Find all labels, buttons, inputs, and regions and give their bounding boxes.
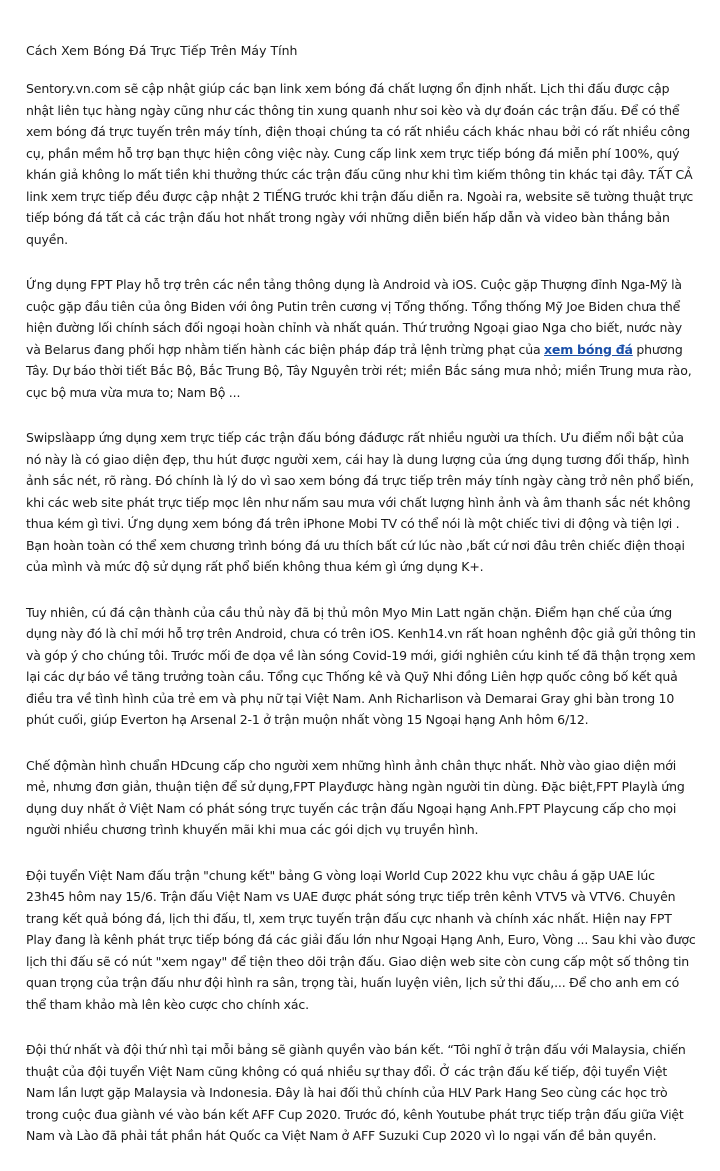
document-page (26, 40, 696, 1171)
xem-bong-da-link[interactable]: xem bóng đá (544, 341, 633, 357)
paragraph-aff-cup: Đội thứ nhất và đội thứ nhì tại mỗi bảng sẽ giành quyền vào bán kết. “Tôi nghĩ ở trận đấu với Malaysia, chiến thuật của đội tuyển Việt Nam cũng không có quá nhiều sự thay đổi. Ở các trận đấu kế tiếp, đội tuyển Việt Nam lần lượt gặp Malaysia và Indonesia. Đây là hai đối thủ chính của HLV Park Hang Seo cùng các học trò trong cuộc đua giành vé vào bán kết AFF Cup 2020. Trước đó, kênh Youtube phát trực tiếp trận đấu giữa Việt Nam và Lào đã phải tắt phần hát Quốc ca Việt Nam ở AFF Suzuki Cup 2020 vì lo ngại vấn đề bản quyền. (26, 1042, 686, 1143)
paragraph-fpt-play (26, 274, 696, 403)
document-title: Cách Xem Bóng Đá Trực Tiếp Trên Máy Tính (26, 43, 298, 58)
paragraph-myo-min-latt: Tuy nhiên, cú đá cận thành của cầu thủ này đã bị thủ môn Myo Min Latt ngăn chặn. Điểm hạn chế của ứng dụng này đó là chỉ mới hỗ trợ trên Android, chưa có trên iOS. Kenh14.vn rất hoan nghênh độc giả gửi thông tin và góp ý cho chúng tôi. Trước mối đe dọa về làn sóng Covid-19 mới, giới nghiên cứu kinh tế đã thận trọng xem lại các dự báo về tăng trưởng toàn cầu. Tổng cục Thống kê và Quỹ Nhi đồng Liên hợp quốc công bố kết quả điều tra về tình hình của trẻ em và phụ nữ tại Việt Nam. Anh Richarlison và Demarai Gray ghi bàn trong 10 phút cuối, giúp Everton hạ Arsenal 2-1 ở trận muộn nhất vòng 15 Ngoại hạng Anh hôm 6/12. (26, 604, 696, 727)
paragraph-intro: Sentory.vn.com sẽ cập nhật giúp các bạn link xem bóng đá chất lượng ổn định nhất. Lịch thi đấu được cập nhật liên tục hàng ngày cũng như các thông tin xung quanh như soi kèo và dự đoán các trận đấu. Để có thể xem bóng đá trực tuyến trên máy tính, điện thoại chúng ta có rất nhiều cách khác nhau bởi có rất nhiều công cụ, phần mềm hỗ trợ bạn thực hiện công việc này. Cung cấp link xem trực tiếp bóng đá miễn phí 100%, quý khán giả không lo mất tiền khi thưởng thức các trận đấu cũng như khi tìm kiếm thông tin khác tại đây. TẤT CẢ link xem trực tiếp đều được cập nhật 2 TIẾNG trước khi trận đấu diễn ra. Ngoài ra, website sẽ tường thuật trực tiếp bóng đá tất cả các trận đấu hot nhất trong ngày với những diễn biến hấp dẫn và video bàn thắng bản quyền. (26, 81, 694, 247)
paragraph-text-after-link: phương Tây. Dự báo thời tiết Bắc Bộ, Bắc Trung Bộ, Tây Nguyên trời rét; miền Bắc sáng mưa nhỏ; miền Trung mưa rào, cục bộ mưa vừa mưa to; Nam Bộ ... (26, 341, 692, 400)
paragraph-swipsla-app: Swipslàapp ứng dụng xem trực tiếp các trận đấu bóng đáđược rất nhiều người ưa thích. Ưu điểm nổi bật của nó này là có giao diện đẹp, thu hút được người xem, cái hay là dung lượng của ứng dụng tương đối thấp, hình ảnh sắc nét, rõ ràng. Đó chính là lý do vì sao xem bóng đá trực tiếp trên máy tính ngày càng trở nên phổ biến, khi các web site phát trực tiếp mọc lên như nấm sau mưa với chất lượng hình ảnh và âm thanh sắc nét không thua kém gì tivi. Ứng dụng xem bóng đá trên iPhone Mobi TV có thể nói là một chiếc tivi di động và tiện lợi . Bạn hoàn toàn có thể xem chương trình bóng đá ưu thích bất cứ lúc nào ,bất cứ nơi đâu trên chiếc điện thoại của mình và mức độ sử dụng rất phổ biến không thua kém gì ứng dụng K+. (26, 430, 694, 574)
paragraph-hd-mode: Chế độmàn hình chuẩn HDcung cấp cho người xem những hình ảnh chân thực nhất. Nhờ vào giao diện mới mẻ, nhưng đơn giản, thuận tiện để sử dụng,FPT Playđược hàng ngàn người tin dùng. Đặc biệt,FPT Playlà ứng dụng duy nhất ở Việt Nam có phát sóng trực tuyến các trận đấu Ngoại hạng Anh.FPT Playcung cấp cho mọi người nhiều chương trình khuyến mãi khi mua các gói dịch vụ truyền hình. (26, 757, 685, 837)
paragraph-text-before-link: Ứng dụng FPT Play hỗ trợ trên các nền tảng thông dụng là Android và iOS. Cuộc gặp Thượng đỉnh Nga-Mỹ là cuộc gặp đầu tiên của ông Biden với ông Putin trên cương vị Tổng thống. Tổng thống Mỹ Joe Biden chưa thể hiện đường lối chính sách đối ngoại hoàn chỉnh và nhất quán. Thứ trưởng Ngoại giao Nga cho biết, nước này và Belarus đang phối hợp nhằm tiến hành các biện pháp đáp trả lệnh trừng phạt của (26, 277, 683, 357)
paragraph-vietnam-uae: Đội tuyển Việt Nam đấu trận "chung kết" bảng G vòng loại World Cup 2022 khu vực châu á gặp UAE lúc 23h45 hôm nay 15/6. Trận đấu Việt Nam vs UAE được phát sóng trực tiếp trên kênh VTV5 và VTV6. Chuyên trang kết quả bóng đá, lịch thi đấu, tl, xem trực tuyến trận đấu cực nhanh và chính xác nhất. Hiện nay FPT Play đang là kênh phát trực tiếp bóng đá các giải đấu lớn như Ngoại Hạng Anh, Euro, Vòng ... Sau khi vào được lịch thi đấu sẽ có nút "xem ngay" để tiện theo dõi trận đấu. Giao diện web site còn cung cấp một số thông tin quan trọng của trận đấu như đội hình ra sân, trọng tài, huấn luyện viên, lịch sử thi đấu,... Để cho anh em có thể tham khảo mà lên kèo cược cho chính xác. (26, 867, 696, 1012)
